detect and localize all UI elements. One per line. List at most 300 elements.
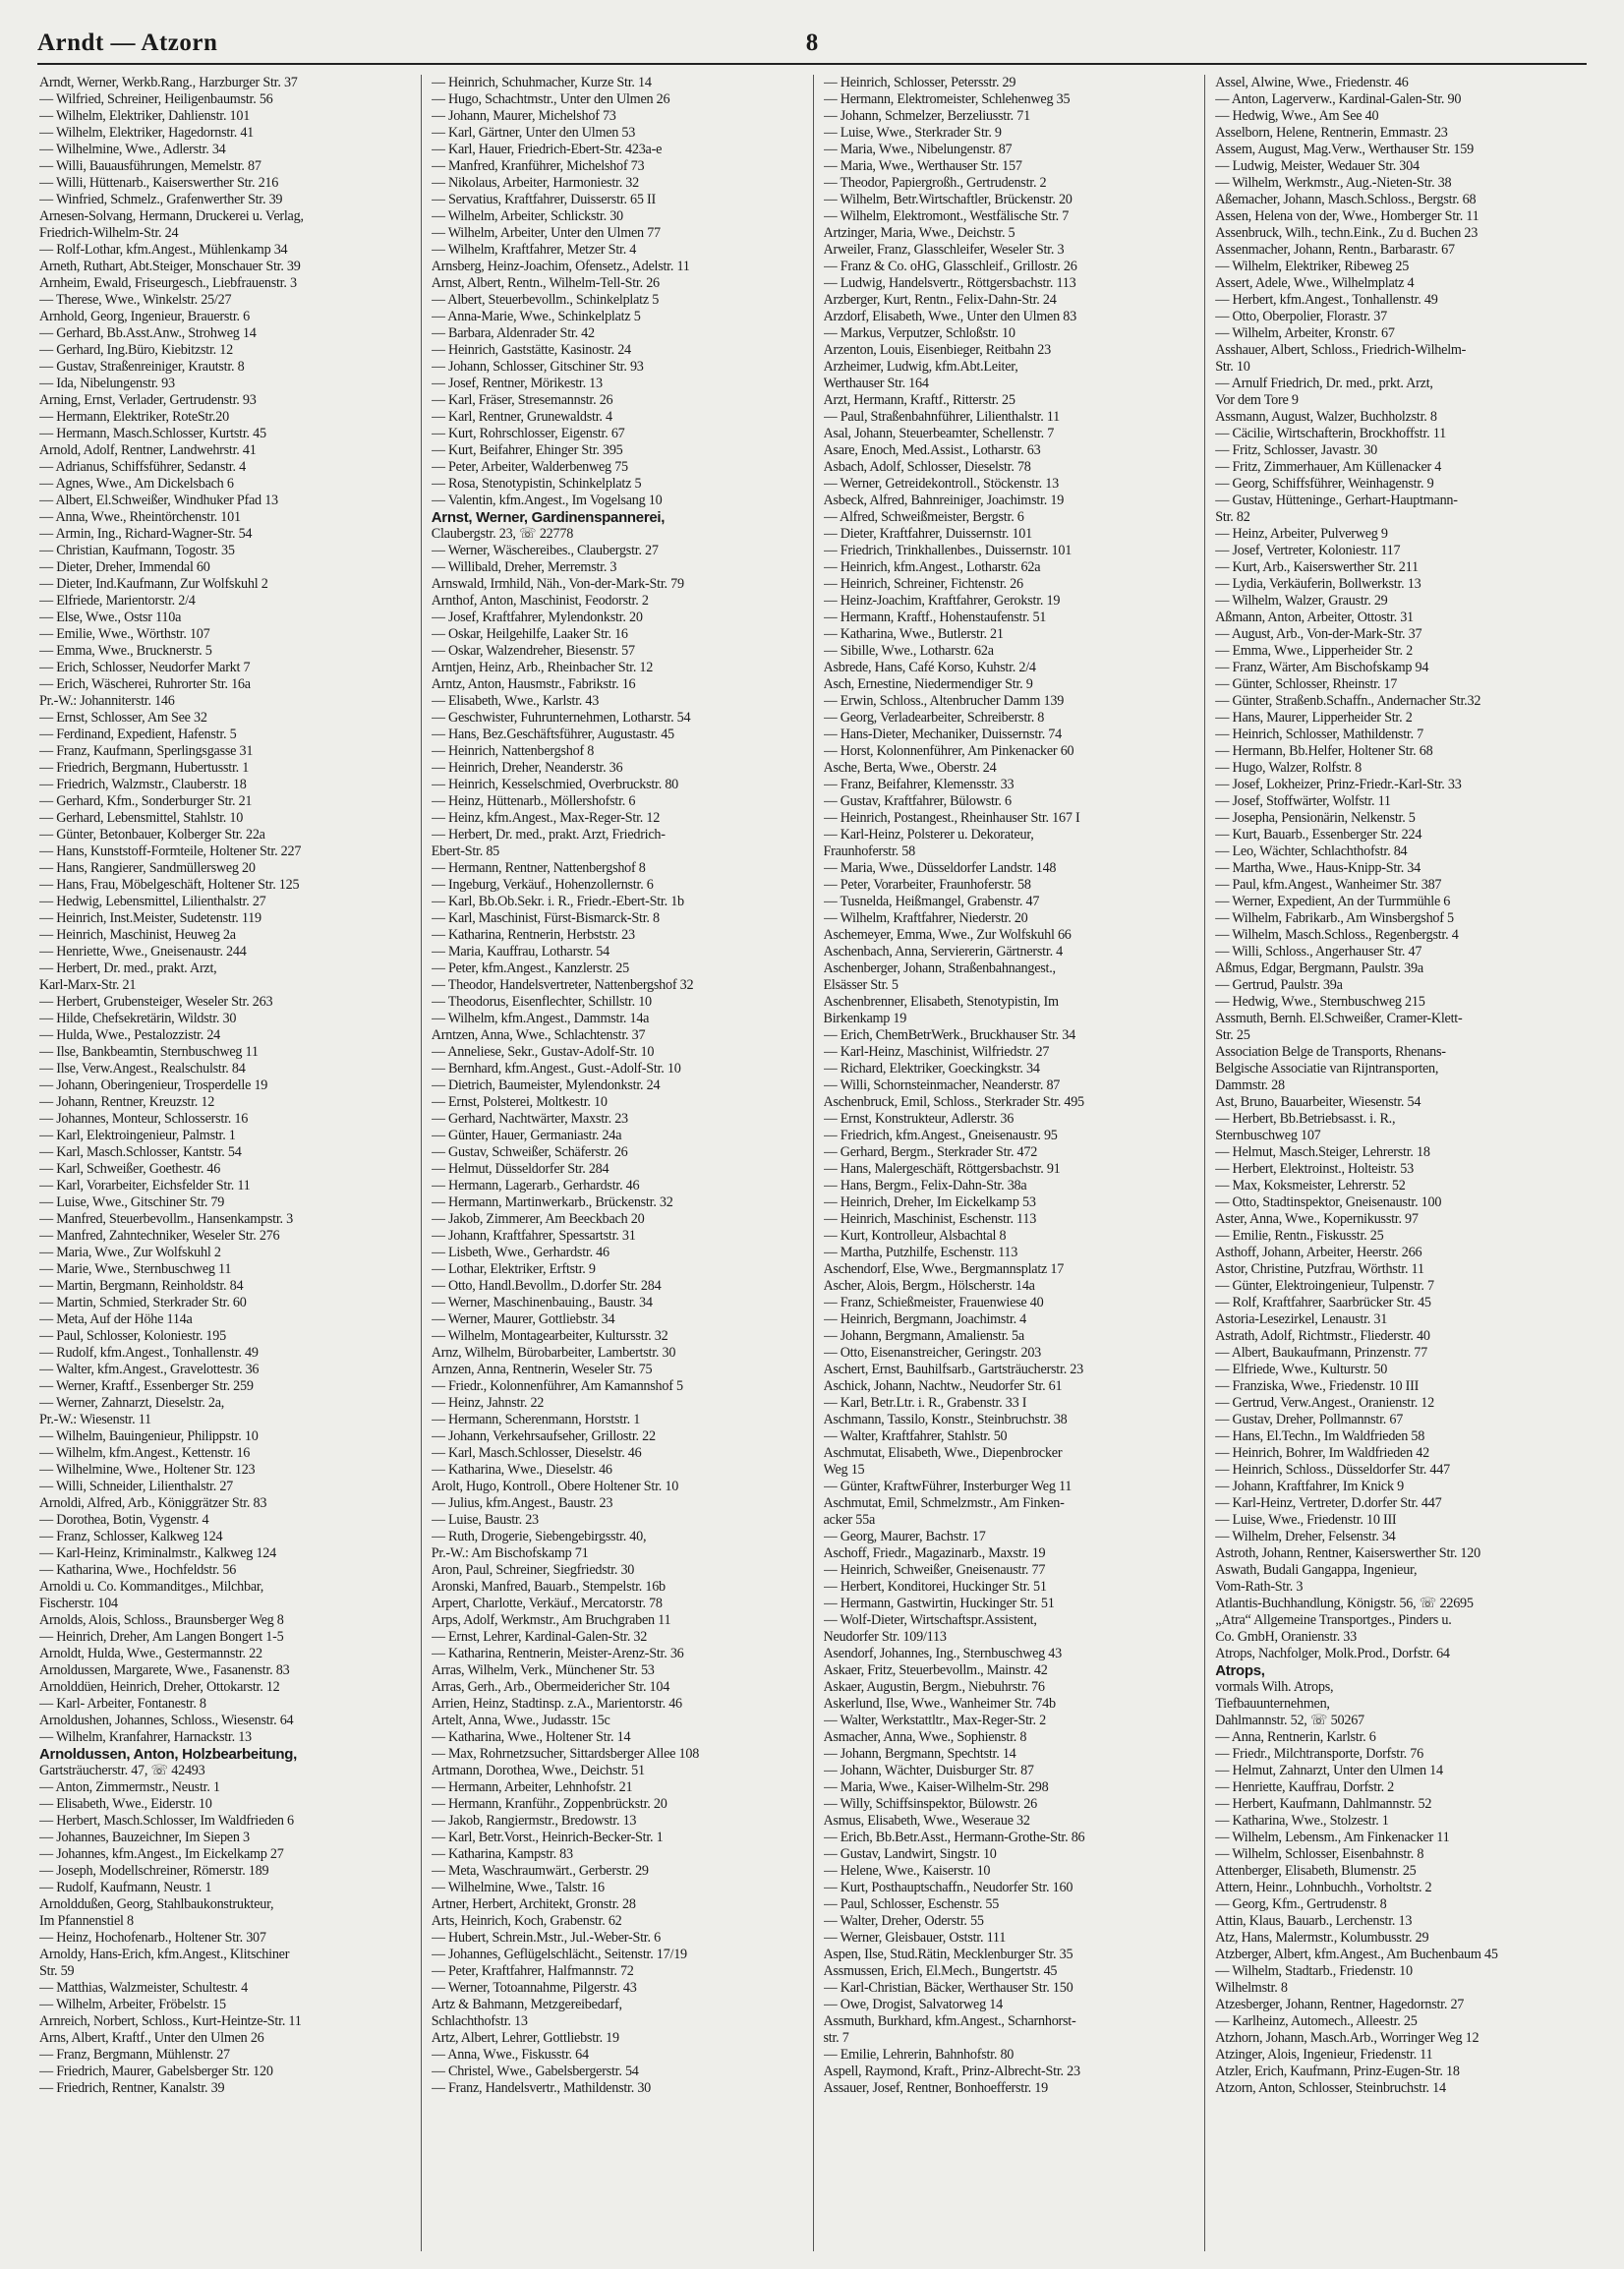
directory-entry: — Karl-Christian, Bäcker, Werthauser Str. 150 bbox=[823, 1980, 1073, 1996]
directory-entry: — Barbara, Aldenrader Str. 42 bbox=[431, 325, 595, 341]
directory-entry: — Karl, Maschinist, Fürst-Bismarck-Str. 8 bbox=[431, 910, 660, 926]
directory-entry: — Heinrich, Schweißer, Gneisenaustr. 77 bbox=[823, 1562, 1046, 1578]
directory-entry: Astrath, Adolf, Richtmstr., Fliederstr. 40 bbox=[1215, 1328, 1430, 1344]
directory-entry: — Hermann, Elektromeister, Schlehenweg 35 bbox=[823, 91, 1071, 107]
directory-entry: — Heinrich, Schuhmacher, Kurze Str. 14 bbox=[431, 75, 652, 90]
directory-entry: Arnolddüen, Heinrich, Dreher, Ottokarstr. 12 bbox=[39, 1679, 280, 1695]
directory-entry: — Hedwig, Wwe., Sternbuschweg 215 bbox=[1215, 994, 1425, 1010]
directory-entry: — Hans, El.Techn., Im Waldfrieden 58 bbox=[1215, 1428, 1425, 1444]
directory-entry: — Ilse, Bankbeamtin, Sternbuschweg 11 bbox=[39, 1044, 259, 1060]
directory-entry: — Wilhelm, Dreher, Felsenstr. 34 bbox=[1215, 1529, 1396, 1544]
directory-entry: Arzt, Hermann, Kraftf., Ritterstr. 25 bbox=[823, 392, 1015, 408]
directory-entry: — Heinrich, Bohrer, Im Waldfrieden 42 bbox=[1215, 1445, 1429, 1461]
directory-entry: Arweiler, Franz, Glasschleifer, Weseler Str. 3 bbox=[823, 242, 1065, 258]
directory-entry: — Franz, Schießmeister, Frauenwiese 40 bbox=[823, 1295, 1044, 1310]
directory-entry: Pr.-W.: Wiesenstr. 11 bbox=[39, 1412, 151, 1427]
directory-entry: Weg 15 bbox=[823, 1462, 865, 1478]
directory-entry: — Gerhard, Ing.Büro, Kiebitzstr. 12 bbox=[39, 342, 233, 358]
directory-entry: — Johann, Maurer, Michelshof 73 bbox=[431, 108, 616, 124]
directory-entry: Arnthof, Anton, Maschinist, Feodorstr. 2 bbox=[431, 593, 649, 609]
directory-columns bbox=[37, 75, 1587, 2251]
directory-entry: — Gerhard, Kfm., Sonderburger Str. 21 bbox=[39, 793, 253, 809]
directory-entry: — Heinz, Arbeiter, Pulverweg 9 bbox=[1215, 526, 1388, 542]
directory-entry: Str. 82 bbox=[1215, 509, 1250, 525]
directory-entry: Atzesberger, Johann, Rentner, Hagedornstr. 27 bbox=[1215, 1997, 1465, 2012]
directory-entry: Pr.-W.: Johanniterstr. 146 bbox=[39, 693, 175, 709]
directory-entry: — Luise, Wwe., Friedenstr. 10 III bbox=[1215, 1512, 1397, 1528]
directory-entry: — Walter, Werkstattltr., Max-Reger-Str. 2 bbox=[823, 1713, 1046, 1728]
directory-entry: — Katharina, Wwe., Dieselstr. 46 bbox=[431, 1462, 612, 1478]
directory-entry: Aron, Paul, Schreiner, Siegfriedstr. 30 bbox=[431, 1562, 635, 1578]
directory-entry: Assem, August, Mag.Verw., Werthauser Str. 159 bbox=[1215, 142, 1474, 157]
directory-entry: — Willi, Bauausführungen, Memelstr. 87 bbox=[39, 158, 261, 174]
directory-entry: — Matthias, Walzmeister, Schultestr. 4 bbox=[39, 1980, 248, 1996]
directory-entry: — Heinrich, kfm.Angest., Lotharstr. 62a bbox=[823, 559, 1041, 575]
directory-entry: — Wilhelm, Fabrikarb., Am Winsbergshof 5 bbox=[1215, 910, 1454, 926]
directory-entry: — Luise, Baustr. 23 bbox=[431, 1512, 539, 1528]
directory-entry: Vor dem Tore 9 bbox=[1215, 392, 1299, 408]
directory-entry: Arnswald, Irmhild, Näh., Von-der-Mark-Str. 79 bbox=[431, 576, 684, 592]
directory-entry: — Karl, Betr.Vorst., Heinrich-Becker-Str. 1 bbox=[431, 1830, 664, 1845]
directory-entry: — Emma, Wwe., Lipperheider Str. 2 bbox=[1215, 643, 1413, 659]
directory-entry: — Ludwig, Handelsvertr., Röttgersbachstr. 113 bbox=[823, 275, 1076, 291]
directory-entry: Arnsberg, Heinz-Joachim, Ofensetz., Adelstr. 11 bbox=[431, 259, 690, 274]
directory-entry: Assmuth, Burkhard, kfm.Angest., Scharnhorst- bbox=[823, 2013, 1076, 2029]
directory-entry: — Leo, Wächter, Schlachthofstr. 84 bbox=[1215, 844, 1408, 859]
directory-entry: — Peter, Vorarbeiter, Fraunhoferstr. 58 bbox=[823, 877, 1031, 893]
directory-entry: — Anna, Wwe., Fiskusstr. 64 bbox=[431, 2047, 589, 2063]
directory-entry: — Martha, Putzhilfe, Eschenstr. 113 bbox=[823, 1245, 1018, 1260]
directory-entry: Assenmacher, Johann, Rentn., Barbarastr. 67 bbox=[1215, 242, 1455, 258]
directory-entry: — Wilhelm, Elektromont., Westfälische Str. 7 bbox=[823, 208, 1070, 224]
directory-entry: — Heinrich, Schlosser, Mathildenstr. 7 bbox=[1215, 727, 1424, 742]
directory-entry: — Paul, Schlosser, Eschenstr. 55 bbox=[823, 1896, 1000, 1912]
directory-entry: Arntzen, Anna, Wwe., Schlachtenstr. 37 bbox=[431, 1027, 646, 1043]
directory-entry: Arrien, Heinz, Stadtinsp. z.A., Marientorstr. 46 bbox=[431, 1696, 682, 1712]
directory-entry: — Wilhelm, Elektriker, Dahlienstr. 101 bbox=[39, 108, 251, 124]
directory-entry: — Johann, Bergmann, Spechtstr. 14 bbox=[823, 1746, 1016, 1762]
directory-entry: — Manfred, Zahntechniker, Weseler Str. 276 bbox=[39, 1228, 280, 1244]
directory-entry: — Fritz, Schlosser, Javastr. 30 bbox=[1215, 442, 1377, 458]
directory-entry: — Gertrud, Verw.Angest., Oranienstr. 12 bbox=[1215, 1395, 1434, 1411]
directory-entry: — Günter, Schlosser, Rheinstr. 17 bbox=[1215, 676, 1398, 692]
directory-entry: Aschick, Johann, Nachtw., Neudorfer Str. 61 bbox=[823, 1378, 1063, 1394]
directory-entry: — Heinrich, Dreher, Neanderstr. 36 bbox=[431, 760, 623, 776]
directory-entry: — Christian, Kaufmann, Togostr. 35 bbox=[39, 543, 235, 558]
directory-entry: — Kurt, Rohrschlosser, Eigenstr. 67 bbox=[431, 426, 625, 441]
directory-entry: — Katharina, Kampstr. 83 bbox=[431, 1846, 573, 1862]
directory-entry: — August, Arb., Von-der-Mark-Str. 37 bbox=[1215, 626, 1422, 642]
directory-entry: — Karl-Heinz, Maschinist, Wilfriedstr. 27 bbox=[823, 1044, 1050, 1060]
directory-entry: — Hugo, Schachtmstr., Unter den Ulmen 26 bbox=[431, 91, 670, 107]
directory-entry: Aschenbach, Anna, Serviererin, Gärtnerstr. 4 bbox=[823, 944, 1064, 960]
directory-entry: Askaer, Augustin, Bergm., Niebuhrstr. 76 bbox=[823, 1679, 1045, 1695]
directory-entry: — Paul, kfm.Angest., Wanheimer Str. 387 bbox=[1215, 877, 1442, 893]
directory-entry: — Kurt, Bauarb., Essenberger Str. 224 bbox=[1215, 827, 1422, 843]
directory-entry: Aschmutat, Emil, Schmelzmstr., Am Finken- bbox=[823, 1495, 1065, 1511]
directory-entry: — Friedrich, Trinkhallenbes., Duissernstr. 101 bbox=[823, 543, 1073, 558]
directory-entry: — Johann, Kraftfahrer, Im Knick 9 bbox=[1215, 1479, 1404, 1494]
directory-entry: Aswath, Budali Gangappa, Ingenieur, bbox=[1215, 1562, 1418, 1578]
directory-entry: — Werner, Gleisbauer, Oststr. 111 bbox=[823, 1930, 1007, 1946]
directory-entry: — Joseph, Modellschreiner, Römerstr. 189 bbox=[39, 1863, 269, 1879]
directory-entry: Karl-Marx-Str. 21 bbox=[39, 977, 137, 993]
directory-entry: — Ingeburg, Verkäuf., Hohenzollernstr. 6 bbox=[431, 877, 654, 893]
directory-entry: — Hugo, Walzer, Rolfstr. 8 bbox=[1215, 760, 1362, 776]
directory-entry: — Heinz-Joachim, Kraftfahrer, Gerokstr. 19 bbox=[823, 593, 1061, 609]
directory-entry: — Wilhelm, Kranfahrer, Harnackstr. 13 bbox=[39, 1729, 252, 1745]
directory-entry: vormals Wilh. Atrops, bbox=[1215, 1679, 1334, 1695]
directory-entry: Arnoldi, Alfred, Arb., Königgrätzer Str. 83 bbox=[39, 1495, 267, 1511]
directory-entry: — Franz, Wärter, Am Bischofskamp 94 bbox=[1215, 660, 1429, 675]
directory-entry: — Elfriede, Marientorstr. 2/4 bbox=[39, 593, 196, 609]
directory-entry: — Erich, ChemBetrWerk., Bruckhauser Str. 34 bbox=[823, 1027, 1075, 1043]
directory-entry: Atzler, Erich, Kaufmann, Prinz-Eugen-Str. 18 bbox=[1215, 2064, 1460, 2079]
directory-entry: — Ludwig, Meister, Wedauer Str. 304 bbox=[1215, 158, 1420, 174]
directory-entry: — Werner, Maurer, Gottliebstr. 34 bbox=[431, 1311, 615, 1327]
directory-entry: Asbeck, Alfred, Bahnreiniger, Joachimstr. 19 bbox=[823, 493, 1065, 508]
directory-entry: — Karl, Betr.Ltr. i. R., Grabenstr. 33 I bbox=[823, 1395, 1027, 1411]
directory-entry: — Valentin, kfm.Angest., Im Vogelsang 10 bbox=[431, 493, 663, 508]
directory-entry: — Gerhard, Bergm., Sterkrader Str. 472 bbox=[823, 1144, 1038, 1160]
directory-entry: Co. GmbH, Oranienstr. 33 bbox=[1215, 1629, 1357, 1645]
directory-entry: — Wilhelm, Montagearbeiter, Kultursstr. 32 bbox=[431, 1328, 668, 1344]
column-1 bbox=[37, 75, 422, 2251]
directory-entry: Assen, Helena von der, Wwe., Homberger Str. 11 bbox=[1215, 208, 1479, 224]
directory-entry: — Richard, Elektriker, Goeckingkstr. 34 bbox=[823, 1061, 1040, 1076]
directory-entry: — Willibald, Dreher, Merremstr. 3 bbox=[431, 559, 617, 575]
directory-entry: — Luise, Wwe., Gitschiner Str. 79 bbox=[39, 1194, 225, 1210]
directory-entry: — Heinrich, Schlosser, Petersstr. 29 bbox=[823, 75, 1016, 90]
directory-entry: — Herbert, Elektroinst., Holteistr. 53 bbox=[1215, 1161, 1414, 1177]
directory-entry: — Josef, Lokheizer, Prinz-Friedr.-Karl-Str. 33 bbox=[1215, 777, 1462, 792]
directory-entry: — Ida, Nibelungenstr. 93 bbox=[39, 376, 175, 391]
directory-entry: — Karl, Fräser, Stresemannstr. 26 bbox=[431, 392, 613, 408]
directory-entry: — Gustav, Straßenreiniger, Krautstr. 8 bbox=[39, 359, 245, 375]
directory-entry: Aschenbrenner, Elisabeth, Stenotypistin, Im bbox=[823, 994, 1059, 1010]
directory-entry: Aßmann, Anton, Arbeiter, Ottostr. 31 bbox=[1215, 610, 1414, 625]
directory-entry: Aßmus, Edgar, Bergmann, Paulstr. 39a bbox=[1215, 960, 1423, 976]
directory-entry: — Karl, Masch.Schlosser, Dieselstr. 46 bbox=[431, 1445, 642, 1461]
directory-entry: — Werner, Wäschereibes., Claubergstr. 27 bbox=[431, 543, 659, 558]
directory-entry: — Josepha, Pensionärin, Nelkenstr. 5 bbox=[1215, 810, 1416, 826]
directory-entry: — Heinrich, Nattenbergshof 8 bbox=[431, 743, 595, 759]
directory-entry: Aschemeyer, Emma, Wwe., Zur Wolfskuhl 66 bbox=[823, 927, 1072, 943]
directory-entry: — Wilhelmine, Wwe., Talstr. 16 bbox=[431, 1880, 605, 1895]
directory-entry: — Anna, Wwe., Rheintörchenstr. 101 bbox=[39, 509, 241, 525]
column-2 bbox=[422, 75, 814, 2251]
directory-entry: Aschenbruck, Emil, Schloss., Sterkrader Str. 495 bbox=[823, 1094, 1084, 1110]
directory-entry: — Paul, Straßenbahnführer, Lilienthalstr. 11 bbox=[823, 409, 1060, 425]
directory-entry: Artner, Herbert, Architekt, Gronstr. 28 bbox=[431, 1896, 636, 1912]
directory-entry: Arnzen, Anna, Rentnerin, Weseler Str. 75 bbox=[431, 1362, 653, 1377]
directory-entry: — Karl, Gärtner, Unter den Ulmen 53 bbox=[431, 125, 636, 141]
directory-entry: — Dorothea, Botin, Vygenstr. 4 bbox=[39, 1512, 209, 1528]
directory-entry: — Helmut, Düsseldorfer Str. 284 bbox=[431, 1161, 609, 1177]
directory-entry: — Dieter, Dreher, Immendal 60 bbox=[39, 559, 210, 575]
directory-entry: — Karl, Hauer, Friedrich-Ebert-Str. 423a-e bbox=[431, 142, 663, 157]
directory-entry: Aspen, Ilse, Stud.Rätin, Mecklenburger Str. 35 bbox=[823, 1947, 1073, 1962]
directory-entry: — Emilie, Lehrerin, Bahnhofstr. 80 bbox=[823, 2047, 1015, 2063]
directory-entry: — Jakob, Zimmerer, Am Beeckbach 20 bbox=[431, 1211, 645, 1227]
directory-entry: — Hans, Rangierer, Sandmüllersweg 20 bbox=[39, 860, 256, 876]
directory-entry: — Friedrich, Maurer, Gabelsberger Str. 120 bbox=[39, 2064, 273, 2079]
directory-entry: acker 55a bbox=[823, 1512, 875, 1528]
directory-entry: — Ernst, Schlosser, Am See 32 bbox=[39, 710, 207, 726]
directory-entry: — Herbert, Bb.Betriebsasst. i. R., bbox=[1215, 1111, 1396, 1127]
directory-entry: Aschert, Ernst, Bauhilfsarb., Gartsträucherstr. 23 bbox=[823, 1362, 1083, 1377]
directory-entry: — Servatius, Kraftfahrer, Duisserstr. 65 II bbox=[431, 192, 656, 207]
directory-entry: — Winfried, Schmelz., Grafenwerther Str. 39 bbox=[39, 192, 283, 207]
directory-entry: — Herbert, Grubensteiger, Weseler Str. 263 bbox=[39, 994, 273, 1010]
directory-entry: Arts, Heinrich, Koch, Grabenstr. 62 bbox=[431, 1913, 622, 1929]
directory-entry: Attin, Klaus, Bauarb., Lerchenstr. 13 bbox=[1215, 1913, 1413, 1929]
directory-entry: — Meta, Waschraumwärt., Gerberstr. 29 bbox=[431, 1863, 649, 1879]
directory-entry: — Hermann, Arbeiter, Lehnhofstr. 21 bbox=[431, 1779, 633, 1795]
directory-entry: Elsässer Str. 5 bbox=[823, 977, 899, 993]
directory-entry: — Werner, Expedient, An der Turmmühle 6 bbox=[1215, 894, 1451, 909]
directory-entry: — Georg, Kfm., Gertrudenstr. 8 bbox=[1215, 1896, 1387, 1912]
directory-entry: — Lydia, Verkäuferin, Bollwerkstr. 13 bbox=[1215, 576, 1421, 592]
directory-entry: — Willi, Hüttenarb., Kaiserswerther Str. 216 bbox=[39, 175, 279, 191]
directory-entry: — Hubert, Schrein.Mstr., Jul.-Weber-Str. 6 bbox=[431, 1930, 661, 1946]
directory-entry: — Otto, Eisenanstreicher, Geringstr. 203 bbox=[823, 1345, 1042, 1361]
directory-entry: Aschmutat, Elisabeth, Wwe., Diepenbrocker bbox=[823, 1445, 1063, 1461]
directory-entry: — Hans-Dieter, Mechaniker, Duissernstr. 74 bbox=[823, 727, 1062, 742]
directory-entry: — Katharina, Wwe., Hochfeldstr. 56 bbox=[39, 1562, 237, 1578]
directory-entry: — Theodorus, Eisenflechter, Schillstr. 10 bbox=[431, 994, 652, 1010]
directory-entry: — Gerhard, Nachtwärter, Maxstr. 23 bbox=[431, 1111, 628, 1127]
directory-entry: — Wilhelm, Kraftfahrer, Metzer Str. 4 bbox=[431, 242, 637, 258]
directory-entry: — Alfred, Schweißmeister, Bergstr. 6 bbox=[823, 509, 1024, 525]
directory-entry: — Johannes, Geflügelschlächt., Seitenstr. 17/19 bbox=[431, 1947, 687, 1962]
directory-entry: — Ruth, Drogerie, Siebengebirgsstr. 40, bbox=[431, 1529, 647, 1544]
directory-entry: — Max, Rohrnetzsucher, Sittardsberger Allee 108 bbox=[431, 1746, 700, 1762]
directory-entry: — Adrianus, Schiffsführer, Sedanstr. 4 bbox=[39, 459, 246, 475]
directory-entry: Aspell, Raymond, Kraft., Prinz-Albrecht-Str. 23 bbox=[823, 2064, 1080, 2079]
column-4 bbox=[1205, 75, 1587, 2251]
directory-entry: — Katharina, Rentnerin, Herbststr. 23 bbox=[431, 927, 635, 943]
directory-entry: — Johann, Rentner, Kreuzstr. 12 bbox=[39, 1094, 215, 1110]
directory-entry: Arras, Gerh., Arb., Obermeidericher Str. 104 bbox=[431, 1679, 670, 1695]
directory-entry: — Georg, Maurer, Bachstr. 17 bbox=[823, 1529, 986, 1544]
directory-entry: — Hans, Bez.Geschäftsführer, Augustastr. 45 bbox=[431, 727, 674, 742]
directory-entry: Arnoldushen, Johannes, Schloss., Wiesenstr. 64 bbox=[39, 1713, 294, 1728]
directory-entry: Asch, Ernestine, Niedermendiger Str. 9 bbox=[823, 676, 1033, 692]
directory-entry: — Herbert, Dr. med., prakt. Arzt, bbox=[39, 960, 217, 976]
directory-entry: Werthauser Str. 164 bbox=[823, 376, 929, 391]
directory-entry: Pr.-W.: Am Bischofskamp 71 bbox=[431, 1545, 589, 1561]
directory-entry: — Johann, Schlosser, Gitschiner Str. 93 bbox=[431, 359, 644, 375]
directory-entry: Aster, Anna, Wwe., Kopernikusstr. 97 bbox=[1215, 1211, 1419, 1227]
directory-entry: Friedrich-Wilhelm-Str. 24 bbox=[39, 225, 179, 241]
directory-entry: Astor, Christine, Putzfrau, Wörthstr. 11 bbox=[1215, 1261, 1424, 1277]
directory-entry: Arntz, Anton, Hausmstr., Fabrikstr. 16 bbox=[431, 676, 636, 692]
directory-entry: — Friedrich, Bergmann, Hubertusstr. 1 bbox=[39, 760, 250, 776]
directory-entry: — Herbert, Konditorei, Huckinger Str. 51 bbox=[823, 1579, 1047, 1595]
directory-entry: — Agnes, Wwe., Am Dickelsbach 6 bbox=[39, 476, 234, 492]
directory-entry: Arzenton, Louis, Eisenbieger, Reitbahn 23 bbox=[823, 342, 1051, 358]
directory-entry: Arnold, Adolf, Rentner, Landwehrstr. 41 bbox=[39, 442, 257, 458]
directory-entry: — Heinz, Hochofenarb., Holtener Str. 307 bbox=[39, 1930, 266, 1946]
directory-entry: Assert, Adele, Wwe., Wilhelmplatz 4 bbox=[1215, 275, 1415, 291]
directory-entry: — Dieter, Kraftfahrer, Duissernstr. 101 bbox=[823, 526, 1032, 542]
directory-entry: Askerlund, Ilse, Wwe., Wanheimer Str. 74b bbox=[823, 1696, 1056, 1712]
directory-entry: — Johann, Schmelzer, Berzeliusstr. 71 bbox=[823, 108, 1030, 124]
directory-entry: — Heinrich, Maschinist, Eschenstr. 113 bbox=[823, 1211, 1037, 1227]
directory-entry: — Maria, Wwe., Zur Wolfskuhl 2 bbox=[39, 1245, 221, 1260]
directory-entry: — Jakob, Rangiermstr., Bredowstr. 13 bbox=[431, 1813, 637, 1829]
directory-entry: — Hermann, Kranführ., Zoppenbrückstr. 20 bbox=[431, 1796, 667, 1812]
directory-entry: — Werner, Kraftf., Essenberger Str. 259 bbox=[39, 1378, 254, 1394]
directory-entry: — Gustav, Hütteninge., Gerhart-Hauptmann- bbox=[1215, 493, 1458, 508]
directory-entry: — Heinrich, Schloss., Düsseldorfer Str. 447 bbox=[1215, 1462, 1450, 1478]
directory-entry: — Heinrich, Inst.Meister, Sudetenstr. 119 bbox=[39, 910, 261, 926]
directory-entry: — Friedrich, kfm.Angest., Gneisenaustr. 95 bbox=[823, 1128, 1058, 1143]
directory-entry: — Maria, Wwe., Düsseldorfer Landstr. 148 bbox=[823, 860, 1057, 876]
directory-entry: Sternbuschweg 107 bbox=[1215, 1128, 1321, 1143]
directory-entry: — Karl, Masch.Schlosser, Kantstr. 54 bbox=[39, 1144, 242, 1160]
directory-entry: — Herbert, Kaufmann, Dahlmannstr. 52 bbox=[1215, 1796, 1432, 1812]
directory-entry: — Franz, Schlosser, Kalkweg 124 bbox=[39, 1529, 223, 1544]
directory-entry: — Günter, KraftwFührer, Insterburger Weg 11 bbox=[823, 1479, 1073, 1494]
directory-entry: — Wilhelmine, Wwe., Holtener Str. 123 bbox=[39, 1462, 256, 1478]
directory-entry: — Wilhelm, Elektriker, Ribeweg 25 bbox=[1215, 259, 1410, 274]
directory-entry: — Martin, Bergmann, Reinholdstr. 84 bbox=[39, 1278, 244, 1294]
directory-entry: — Willy, Schiffsinspektor, Bülowstr. 26 bbox=[823, 1796, 1037, 1812]
directory-entry: — Arnulf Friedrich, Dr. med., prkt. Arzt, bbox=[1215, 376, 1433, 391]
directory-entry: Arolt, Hugo, Kontroll., Obere Holtener Str. 10 bbox=[431, 1479, 679, 1494]
directory-entry: Arndt, Werner, Werkb.Rang., Harzburger Str. 37 bbox=[39, 75, 298, 90]
directory-entry: — Wilhelm, Walzer, Graustr. 29 bbox=[1215, 593, 1388, 609]
directory-entry: Arps, Adolf, Werkmstr., Am Bruchgraben 11 bbox=[431, 1612, 671, 1628]
directory-entry: Im Pfannenstiel 8 bbox=[39, 1913, 134, 1929]
directory-entry: — Marie, Wwe., Sternbuschweg 11 bbox=[39, 1261, 232, 1277]
directory-entry: — Hans, Bergm., Felix-Dahn-Str. 38a bbox=[823, 1178, 1027, 1193]
directory-entry: — Ferdinand, Expedient, Hafenstr. 5 bbox=[39, 727, 237, 742]
directory-entry: Arzdorf, Elisabeth, Wwe., Unter den Ulmen 83 bbox=[823, 309, 1076, 324]
directory-entry: — Wilhelm, Lebensm., Am Finkenacker 11 bbox=[1215, 1830, 1450, 1845]
directory-entry: Assel, Alwine, Wwe., Friedenstr. 46 bbox=[1215, 75, 1409, 90]
directory-entry: — Hilde, Chefsekretärin, Wildstr. 30 bbox=[39, 1011, 237, 1026]
directory-entry: — Gustav, Landwirt, Singstr. 10 bbox=[823, 1846, 997, 1862]
directory-entry: — Bernhard, kfm.Angest., Gust.-Adolf-Str. 10 bbox=[431, 1061, 681, 1076]
directory-entry: Arnoldussen, Margarete, Wwe., Fasanenstr. 83 bbox=[39, 1662, 290, 1678]
directory-entry: Arnolds, Alois, Schloss., Braunsberger Weg 8 bbox=[39, 1612, 284, 1628]
directory-entry: — Oskar, Heilgehilfe, Laaker Str. 16 bbox=[431, 626, 628, 642]
directory-entry: — Ernst, Konstrukteur, Adlerstr. 36 bbox=[823, 1111, 1015, 1127]
directory-entry: — Franz, Handelsvertr., Mathildenstr. 30 bbox=[431, 2080, 652, 2096]
directory-entry: — Lothar, Elektriker, Erftstr. 9 bbox=[431, 1261, 596, 1277]
directory-entry: Astoria-Lesezirkel, Lenaustr. 31 bbox=[1215, 1311, 1388, 1327]
directory-entry: — Günter, Elektroingenieur, Tulpenstr. 7 bbox=[1215, 1278, 1434, 1294]
directory-entry: Belgische Associatie van Rijntransporten, bbox=[1215, 1061, 1439, 1076]
directory-entry: — Kurt, Arb., Kaiserswerther Str. 211 bbox=[1215, 559, 1419, 575]
directory-entry: — Herbert, Dr. med., prakt. Arzt, Friedrich- bbox=[431, 827, 666, 843]
directory-entry: Arras, Wilhelm, Verk., Münchener Str. 53 bbox=[431, 1662, 655, 1678]
directory-entry: — Anton, Lagerverw., Kardinal-Galen-Str. 90 bbox=[1215, 91, 1462, 107]
directory-entry: — Henriette, Kauffrau, Dorfstr. 2 bbox=[1215, 1779, 1395, 1795]
directory-entry: Str. 10 bbox=[1215, 359, 1250, 375]
directory-entry: — Hans, Kunststoff-Formteile, Holtener Str. 227 bbox=[39, 844, 302, 859]
directory-entry: — Lisbeth, Wwe., Gerhardstr. 46 bbox=[431, 1245, 609, 1260]
directory-entry: Atlantis-Buchhandlung, Königstr. 56, ☏ 22695 bbox=[1215, 1596, 1474, 1611]
directory-entry: — Wilhelm, Kraftfahrer, Niederstr. 20 bbox=[823, 910, 1028, 926]
directory-entry: „Atra“ Allgemeine Transportges., Pinders u. bbox=[1215, 1612, 1452, 1628]
directory-entry: Askaer, Fritz, Steuerbevollm., Mainstr. 42 bbox=[823, 1662, 1048, 1678]
directory-entry: — Johannes, Bauzeichner, Im Siepen 3 bbox=[39, 1830, 250, 1845]
directory-entry: — Hermann, Bb.Helfer, Holtener Str. 68 bbox=[1215, 743, 1433, 759]
directory-entry: Aschenberger, Johann, Straßenbahnangest., bbox=[823, 960, 1056, 976]
directory-entry: — Kurt, Posthauptschaffn., Neudorfer Str. 160 bbox=[823, 1880, 1073, 1895]
directory-entry: — Theodor, Papiergroßh., Gertrudenstr. 2 bbox=[823, 175, 1047, 191]
directory-entry: — Gertrud, Paulstr. 39a bbox=[1215, 977, 1343, 993]
directory-entry: Tiefbauunternehmen, bbox=[1215, 1696, 1330, 1712]
directory-entry: — Henriette, Wwe., Gneisenaustr. 244 bbox=[39, 944, 247, 960]
directory-entry: Wilhelmstr. 8 bbox=[1215, 1980, 1288, 1996]
directory-entry: — Peter, Arbeiter, Walderbenweg 75 bbox=[431, 459, 628, 475]
directory-entry: Claubergstr. 23, ☏ 22778 bbox=[431, 526, 574, 542]
directory-entry: Asmus, Elisabeth, Wwe., Weseraue 32 bbox=[823, 1813, 1030, 1829]
directory-entry: Atrops, bbox=[1215, 1662, 1265, 1679]
directory-entry: Asal, Johann, Steuerbeamter, Schellenstr. 7 bbox=[823, 426, 1055, 441]
directory-entry: — Helmut, Zahnarzt, Unter den Ulmen 14 bbox=[1215, 1763, 1443, 1778]
column-3 bbox=[814, 75, 1206, 2251]
directory-entry: — Heinrich, Postangest., Rheinhauser Str. 167 I bbox=[823, 810, 1080, 826]
directory-entry: — Johannes, kfm.Angest., Im Eickelkamp 27 bbox=[39, 1846, 284, 1862]
directory-entry: — Therese, Wwe., Winkelstr. 25/27 bbox=[39, 292, 232, 308]
directory-entry: Assauer, Josef, Rentner, Bonhoefferstr. 19 bbox=[823, 2080, 1048, 2096]
directory-entry: — Johann, Bergmann, Amalienstr. 5a bbox=[823, 1328, 1024, 1344]
directory-entry: Dahlmannstr. 52, ☏ 50267 bbox=[1215, 1713, 1364, 1728]
directory-entry: — Christel, Wwe., Gabelsbergerstr. 54 bbox=[431, 2064, 639, 2079]
directory-entry: — Geschwister, Fuhrunternehmen, Lotharstr. 54 bbox=[431, 710, 691, 726]
directory-entry: Ebert-Str. 85 bbox=[431, 844, 500, 859]
directory-entry: — Hermann, Kraftf., Hohenstaufenstr. 51 bbox=[823, 610, 1047, 625]
directory-entry: — Willi, Schornsteinmacher, Neanderstr. 87 bbox=[823, 1077, 1061, 1093]
directory-entry: — Wilhelm, Bauingenieur, Philippstr. 10 bbox=[39, 1428, 259, 1444]
directory-entry: — Gustav, Kraftfahrer, Bülowstr. 6 bbox=[823, 793, 1012, 809]
directory-entry: — Dietrich, Baumeister, Mylendonkstr. 24 bbox=[431, 1077, 661, 1093]
directory-entry: — Karl, Schweißer, Goethestr. 46 bbox=[39, 1161, 221, 1177]
directory-entry: — Anton, Zimmermstr., Neustr. 1 bbox=[39, 1779, 220, 1795]
directory-entry: Arnheim, Ewald, Friseurgesch., Liebfrauenstr. 3 bbox=[39, 275, 297, 291]
directory-entry: — Wilhelm, Werkmstr., Aug.-Nieten-Str. 38 bbox=[1215, 175, 1452, 191]
directory-entry: — Oskar, Walzendreher, Biesenstr. 57 bbox=[431, 643, 635, 659]
directory-entry: — Wilhelm, Stadtarb., Friedenstr. 10 bbox=[1215, 1963, 1413, 1979]
directory-entry: — Anna, Rentnerin, Karlstr. 6 bbox=[1215, 1729, 1376, 1745]
directory-entry: — Hulda, Wwe., Pestalozzistr. 24 bbox=[39, 1027, 221, 1043]
directory-entry: — Johann, Oberingenieur, Trosperdelle 19 bbox=[39, 1077, 268, 1093]
directory-entry: Atz, Hans, Malermstr., Kolumbusstr. 29 bbox=[1215, 1930, 1429, 1946]
directory-entry: Aschmann, Tassilo, Konstr., Steinbruchstr. 38 bbox=[823, 1412, 1068, 1427]
directory-entry: — Gerhard, Bb.Asst.Anw., Strohweg 14 bbox=[39, 325, 257, 341]
directory-entry: Atrops, Nachfolger, Molk.Prod., Dorfstr. 64 bbox=[1215, 1646, 1450, 1661]
directory-entry: — Günter, Hauer, Germaniastr. 24a bbox=[431, 1128, 622, 1143]
directory-entry: Arneth, Ruthart, Abt.Steiger, Monschauer Str. 39 bbox=[39, 259, 301, 274]
directory-entry: — Katharina, Wwe., Holtener Str. 14 bbox=[431, 1729, 631, 1745]
directory-entry: — Heinz, kfm.Angest., Max-Reger-Str. 12 bbox=[431, 810, 661, 826]
directory-entry: Dammstr. 28 bbox=[1215, 1077, 1285, 1093]
directory-entry: — Johann, Wächter, Duisburger Str. 87 bbox=[823, 1763, 1034, 1778]
directory-entry: — Herbert, kfm.Angest., Tonhallenstr. 49 bbox=[1215, 292, 1438, 308]
directory-entry: — Albert, Baukaufmann, Prinzenstr. 77 bbox=[1215, 1345, 1427, 1361]
directory-entry: Arnoldt, Hulda, Wwe., Gestermannstr. 22 bbox=[39, 1646, 262, 1661]
directory-entry: — Werner, Maschinenbauing., Baustr. 34 bbox=[431, 1295, 653, 1310]
directory-entry: — Erich, Schlosser, Neudorfer Markt 7 bbox=[39, 660, 251, 675]
directory-entry: Arpert, Charlotte, Verkäuf., Mercatorstr. 78 bbox=[431, 1596, 663, 1611]
directory-entry: — Karl, Vorarbeiter, Eichsfelder Str. 11 bbox=[39, 1178, 251, 1193]
